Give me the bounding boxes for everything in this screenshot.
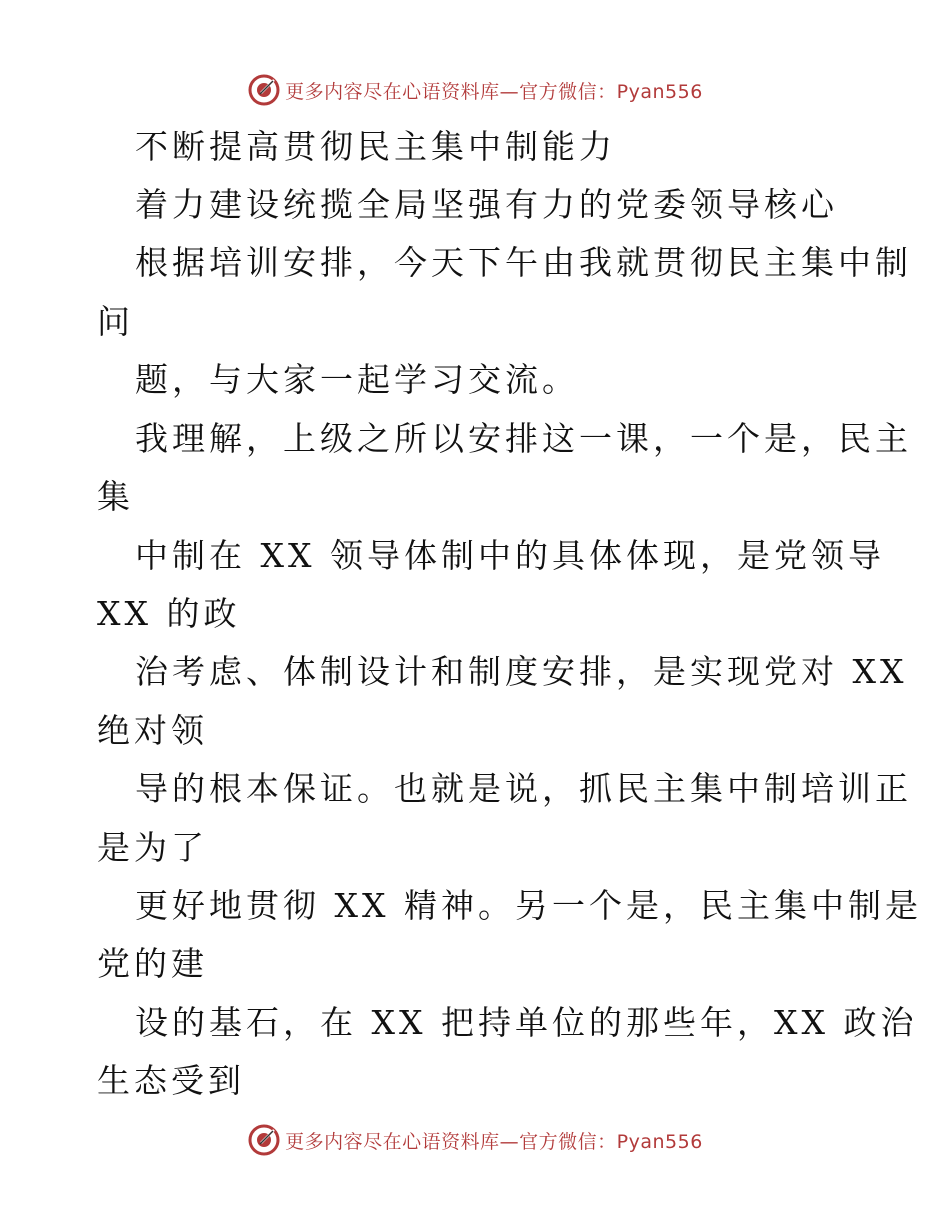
paragraph-line: 绝对领 [97,711,208,750]
seal-logo-icon [247,73,281,107]
paragraph-line: 生态受到 [97,1061,245,1100]
paragraph-line: 集 [97,477,134,516]
paragraph-line: 党的建 [97,944,208,983]
footer-banner [0,1120,950,1160]
paragraph-line: 问 [97,302,134,341]
paragraph-line: 更好地贯彻 XX 精神。另一个是，民主集中制是 [135,886,922,925]
paragraph-line: 中制在 XX 领导体制中的具体体现，是党领导 [135,536,885,575]
title-line-1: 不断提高贯彻民主集中制能力 [135,127,616,166]
paragraph-line: 题，与大家一起学习交流。 [135,360,579,399]
paragraph-line: 根据培训安排，今天下午由我就贯彻民主集中制 [135,243,912,282]
paragraph-line: 导的根本保证。也就是说，抓民主集中制培训正 [135,769,912,808]
paragraph-line: 治考虑、体制设计和制度安排，是实现党对 XX [135,652,908,691]
paragraph-line: 设的基石，在 XX 把持单位的那些年，XX 政治 [135,1003,918,1042]
header-banner-text: 更多内容尽在心语资料库—官方微信：Pyan556 [285,80,703,103]
title-line-2: 着力建设统揽全局坚强有力的党委领导核心 [135,185,838,224]
header-banner [0,70,950,110]
paragraph-line: 我理解，上级之所以安排这一课，一个是，民主 [135,419,912,458]
paragraph-line: XX 的政 [97,594,241,633]
seal-logo-icon [247,1123,281,1157]
footer-banner-text: 更多内容尽在心语资料库—官方微信：Pyan556 [285,1130,703,1153]
paragraph-line: 是为了 [97,828,208,867]
